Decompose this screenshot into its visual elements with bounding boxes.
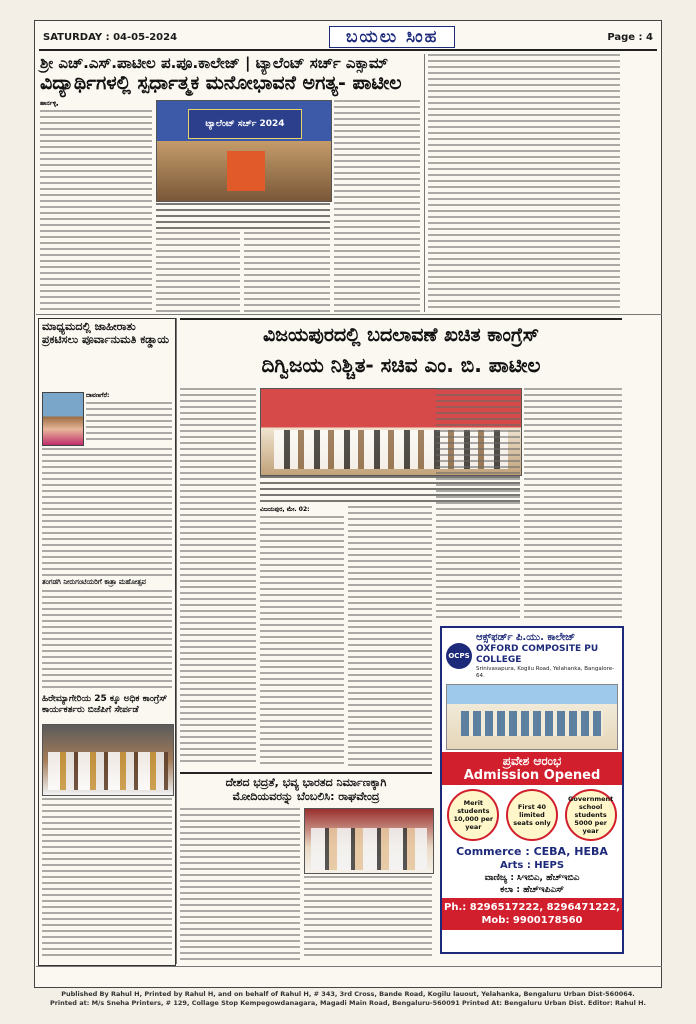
issue-date: SATURDAY : 04-05-2024 <box>43 31 178 43</box>
side-story-column-b <box>42 448 172 576</box>
ad-mobile-number: Mob: 9900178560 <box>481 915 583 926</box>
story1-caption <box>156 203 330 229</box>
story2-column-3 <box>348 506 432 766</box>
side-story-subhead2: ಹಿರೇಮ್ಯಾಗೇರಿಯ 25 ಕ್ಕೂ ಅಧಿಕ ಕಾಂಗ್ರೆಸ್ ಕಾರ್ಯಕರ್ತರು ಬಿಜೆಪಿಗೆ ಸೇರ್ಪಡೆ <box>42 694 168 715</box>
story2-byline: ವಿಜಯಪುರ, ಮೇ. 02: <box>260 506 310 513</box>
side-story-subhead: ತಂಗಡಗಿ ನೀರುಗಂಟಿಯರಿಗೆ ಕಾತ್ರಾ ಮಹೋತ್ಸವ <box>42 578 147 586</box>
imprint-line-2: Printed at: M/s Sneha Printers, # 129, Collage Stop Kempegowdanagara, Magadi Main Road, Bengaluru-560091 Printed At: Bengaluru Urban Dist. Editor: Rahul H. <box>49 999 647 1007</box>
college-logo: OCPS <box>446 643 472 669</box>
side-story-byline: ದಾವಣಗೆರೆ: <box>86 392 110 399</box>
photo-banner: ಟ್ಯಾಲೆಂಟ್ ಸರ್ಚ್ 2024 <box>188 109 301 139</box>
story1-headline-line2: ವಿದ್ಯಾರ್ಥಿಗಳಲ್ಲಿ ಸ್ಪರ್ಧಾತ್ಮಕ ಮನೋಭಾವನೆ ಅಗತ್ಯ- ಪಾಟೀಲ <box>40 72 402 94</box>
side-story-headline: ಮಾಧ್ಯಮದಲ್ಲಿ ಜಾಹೀರಾತು ಪ್ರಕಟಿಸಲು ಪೂರ್ವಾನುಮತಿ ಕಡ್ಡಾಯ <box>42 320 170 346</box>
admission-banner-english: Admission Opened <box>463 768 601 783</box>
offer-limited-seats: First 40 limited seats only <box>506 789 558 841</box>
right-column-story <box>428 54 620 312</box>
story2-headline-line1: ವಿಜಯಪುರದಲ್ಲಿ ಬದಲಾವಣೆ ಖಚಿತ ಕಾಂಗ್ರೆಸ್ <box>180 318 622 350</box>
photo-podium <box>227 151 265 191</box>
ad-commerce: Commerce : CEBA, HEBA <box>456 845 608 858</box>
ad-phone-numbers: Ph.: 8296517222, 8296471222, <box>444 902 620 913</box>
story3-headline-line1: ದೇಶದ ಭದ್ರತೆ, ಭವ್ಯ ಭಾರತದ ನಿರ್ಮಾಣಕ್ಕಾಗಿ <box>225 776 387 789</box>
story1-photo <box>156 100 332 202</box>
ad-commerce-kannada: ವಾಣಿಜ್ಯ : ಸಿಇಬಿಎ, ಹೆಚ್ಇಬಿಎ <box>484 873 580 883</box>
story2-column-1 <box>180 388 256 766</box>
page-number: Page : 4 <box>607 31 653 43</box>
ad-name-english: OXFORD COMPOSITE PU COLLEGE <box>476 644 599 665</box>
story3-column-1 <box>180 808 300 960</box>
paper-name: ಬಯಲು ಸಿಂಹ <box>329 26 455 48</box>
ad-contact <box>442 898 622 930</box>
story2-column-2 <box>260 506 344 766</box>
side-story-column-a <box>86 392 172 444</box>
imprint-footer <box>34 990 662 1008</box>
ad-name-kannada: ಆಕ್ಸ್‌ಫರ್ಡ್ ಪಿ.ಯು. ಕಾಲೇಜ್ <box>476 632 576 643</box>
story3-headline <box>180 772 432 804</box>
story3-headline-line2: ಮೋದಿಯವರನ್ನು ಬೆಂಬಲಿಸಿ: ರಾಘವೇಂದ್ರ <box>232 790 380 803</box>
story1-byline: ಹಾರ್ನಳ್ಳಿ, <box>40 100 59 107</box>
ad-arts-kannada: ಕಲಾ : ಹೆಚ್ಇಪಿಎಸ್ <box>500 885 564 895</box>
admission-banner <box>442 752 622 785</box>
story3-photo <box>304 808 434 874</box>
story1-column-2 <box>156 232 240 312</box>
story2-column-5 <box>524 388 622 620</box>
offer-government-school: Government school students 5000 per year <box>565 789 617 841</box>
masthead <box>39 25 657 51</box>
story1-column-1 <box>40 100 152 310</box>
story1-body-text <box>40 110 152 310</box>
side-story-portrait <box>42 392 84 446</box>
college-advertisement <box>440 626 624 954</box>
story3-column-2 <box>304 876 432 960</box>
ad-arts: Arts : HEPS <box>499 860 565 871</box>
ad-header <box>442 628 622 682</box>
story2-column-4 <box>436 388 520 620</box>
side-story-column-c <box>42 590 172 690</box>
story1-column-3 <box>244 232 330 312</box>
offer-merit: Merit students 10,000 per year <box>447 789 499 841</box>
story2-headline-line2: ದಿಗ್ವಿಜಯ ನಿಶ್ಚಿತ- ಸಚಿವ ಎಂ. ಬಿ. ಪಾಟೀಲ <box>261 353 541 377</box>
side-story-column-d <box>42 798 172 960</box>
side-story-photo <box>42 724 174 796</box>
college-building-image <box>446 684 618 750</box>
ad-streams <box>442 845 622 896</box>
story1-column-4 <box>334 100 420 312</box>
ad-offer-circles <box>442 785 622 845</box>
story2-headline <box>180 318 622 382</box>
ad-address: Srinivasapura, Kogilu Road, Yelahanka, Bangalore-64. <box>476 666 615 679</box>
story1-headline-line1: ಶ್ರೀ ಎಚ್.ಎಸ್.ಪಾಟೀಲ ಪ.ಪೂ.ಕಾಲೇಜ್ | ಟ್ಯಾಲೆಂಟ್ ಸರ್ಚ್ ಎಕ್ಸಾಮ್ <box>40 54 389 72</box>
imprint-line-1: Published By Rahul H, Printed by Rahul H, and on behalf of Rahul H, # 343, 3rd Cross, Bande Road, Kogilu lauout, Yelahanka, Bengaluru Urban Dist-560064. <box>61 990 635 998</box>
admission-banner-kannada: ಪ್ರವೇಶ ಆರಂಭ <box>502 754 562 768</box>
